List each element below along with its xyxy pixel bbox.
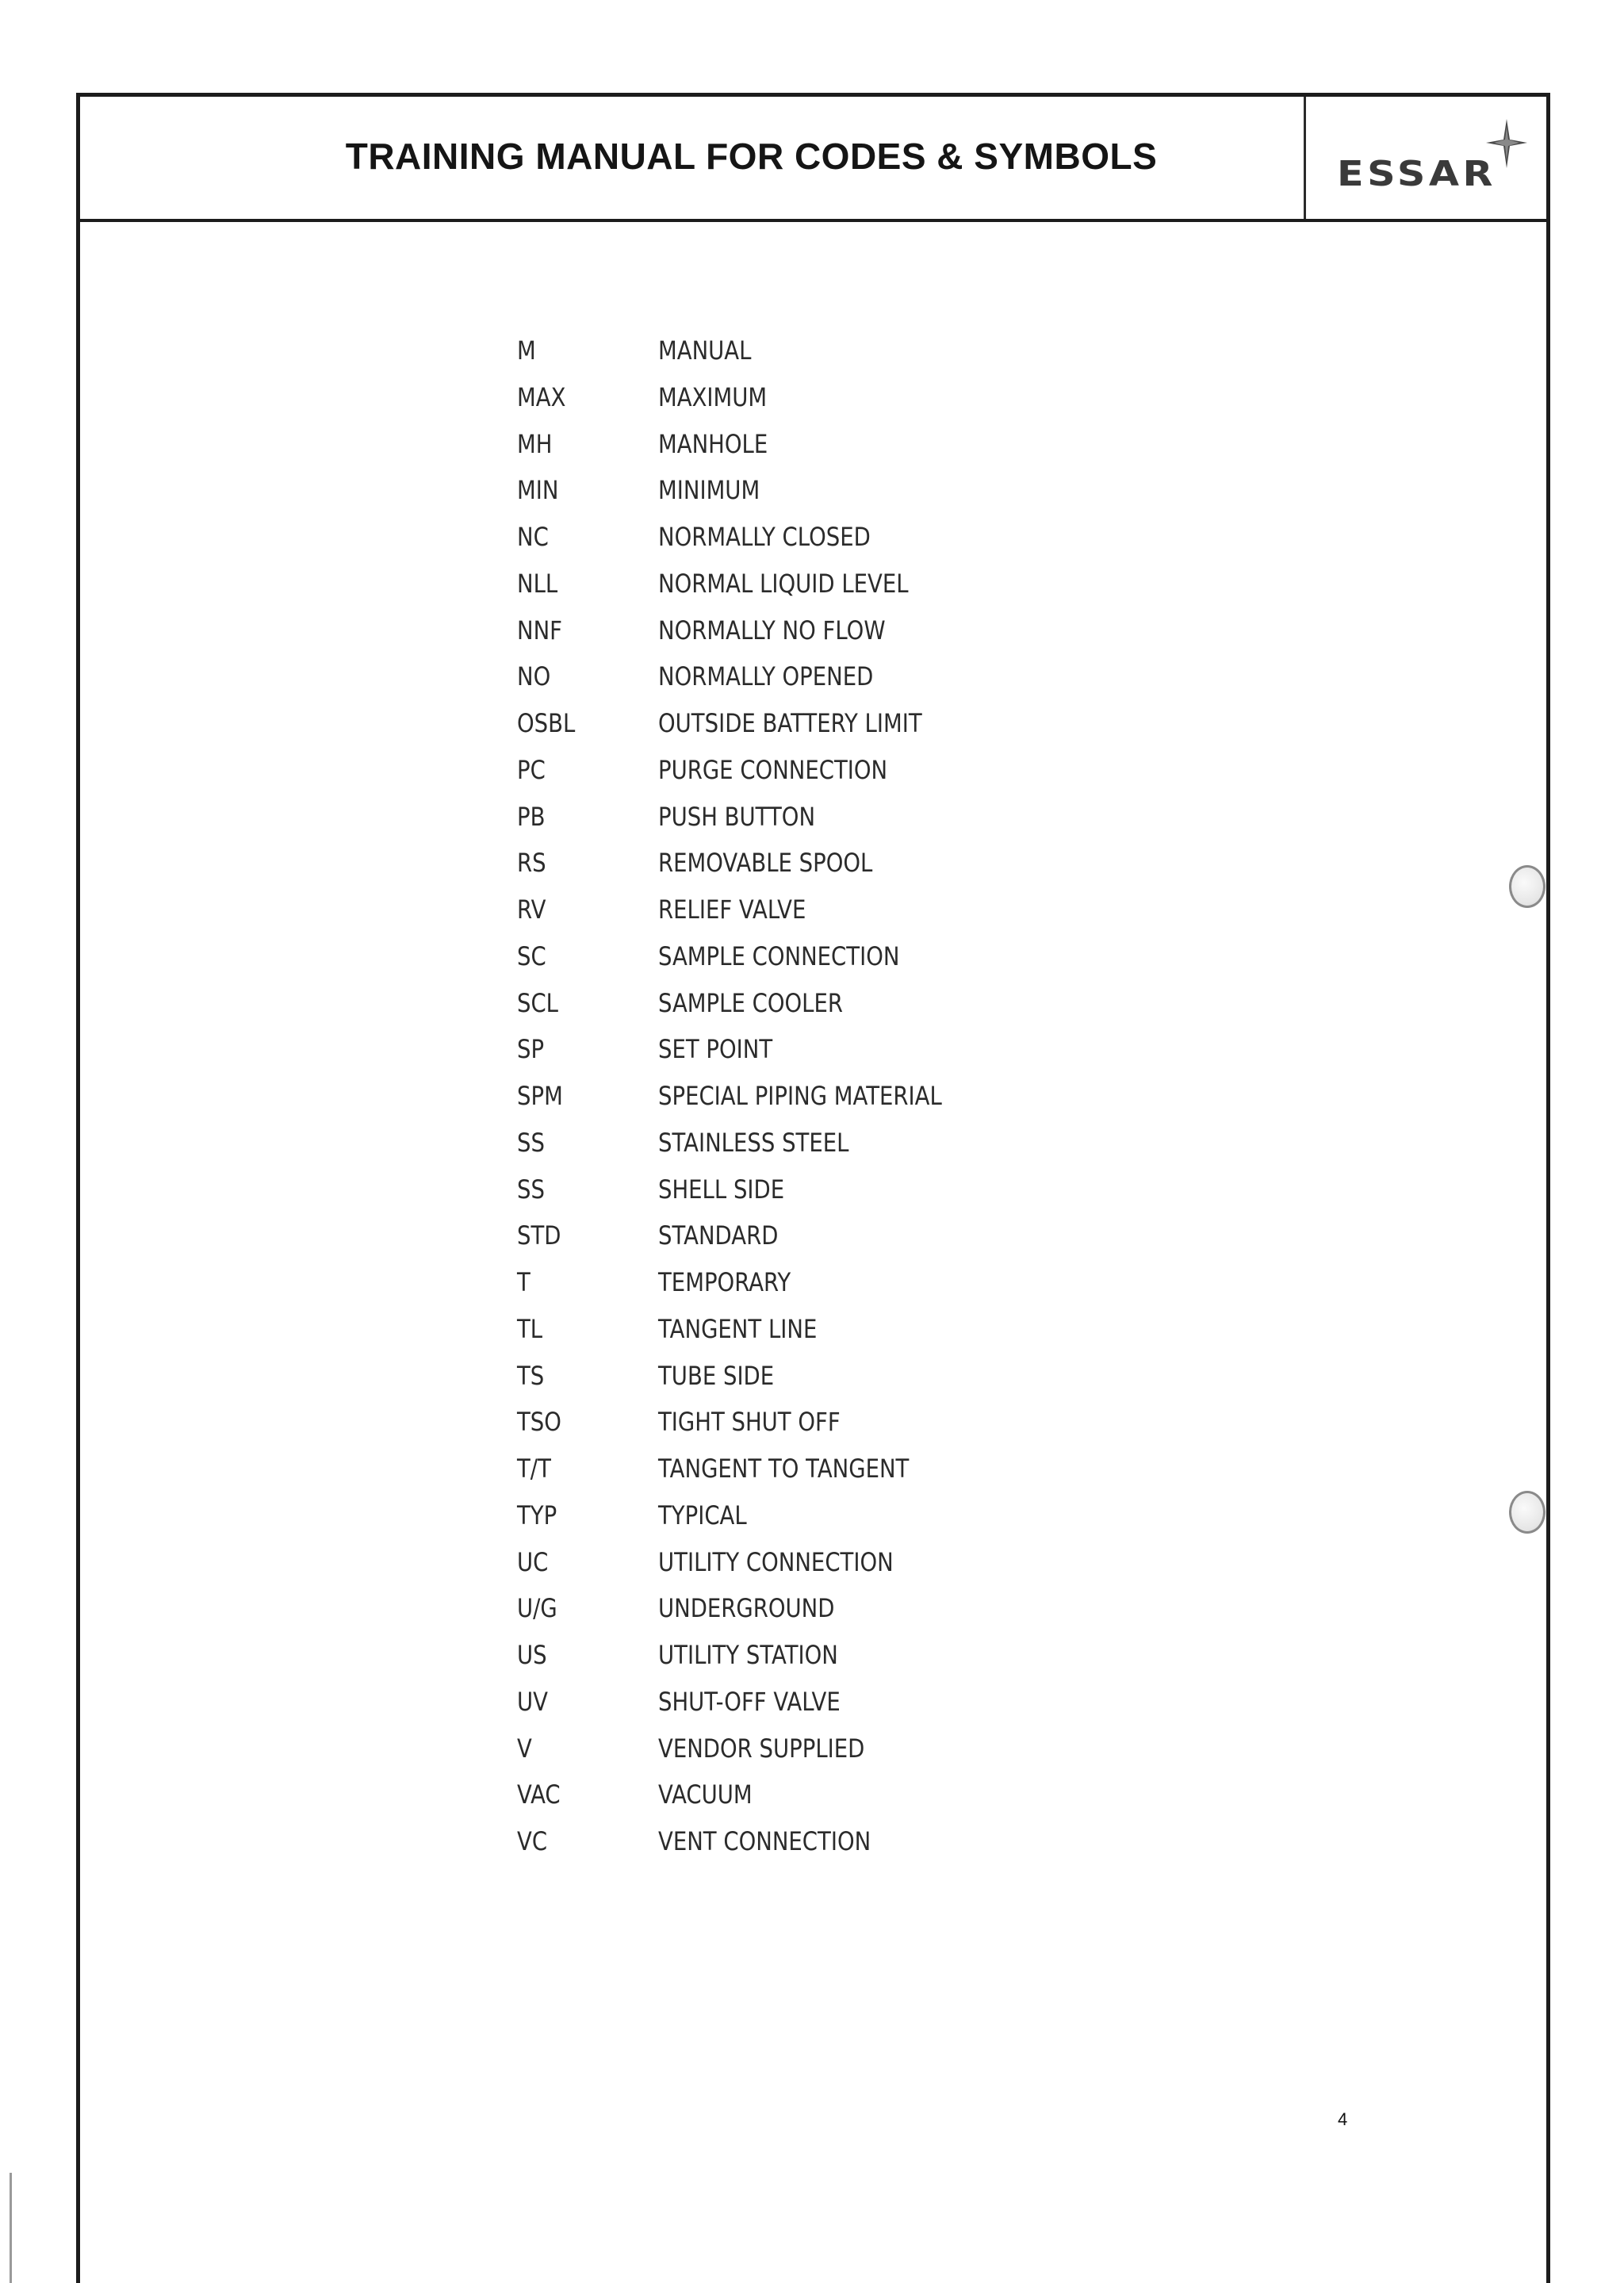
abbreviation-meaning: OUTSIDE BATTERY LIMIT [658,708,922,738]
abbreviation-code: PB [517,801,546,832]
abbreviation-row [0,1081,942,1120]
page-number: 4 [1338,2109,1348,2129]
abbreviation-meaning: TEMPORARY [658,1267,791,1297]
abbreviation-code: NNF [517,615,563,645]
abbreviation-meaning: MANUAL [658,335,752,366]
abbreviation-row [0,1733,865,1773]
abbreviation-row [0,335,793,375]
abbreviation-code: SC [517,940,546,971]
page-header [80,97,1546,222]
abbreviation-code: MAX [517,381,566,412]
abbreviation-row [0,1779,793,1819]
abbreviation-meaning: NORMALLY NO FLOW [658,615,886,645]
abbreviation-row [0,1034,793,1074]
abbreviation-row [0,475,793,515]
abbreviation-code: NC [517,522,549,552]
abbreviation-code: OSBL [517,708,576,738]
abbreviation-meaning: VENT CONNECTION [658,1826,871,1856]
essar-logo [1337,111,1535,206]
abbreviation-code: SS [517,1174,545,1205]
abbreviation-row [0,801,816,841]
abbreviation-code: T [517,1267,530,1297]
abbreviation-row [0,1686,841,1726]
abbreviation-meaning: TIGHT SHUT OFF [658,1407,841,1438]
abbreviation-code: MH [517,428,553,459]
abbreviation-meaning: TYPICAL [658,1500,747,1530]
abbreviation-meaning: MAXIMUM [658,381,768,412]
abbreviation-meaning: SAMPLE COOLER [658,987,843,1018]
abbreviation-row [0,1407,841,1446]
abbreviation-code: PC [517,754,546,785]
abbreviation-row [0,1546,894,1587]
abbreviation-code: SCL [517,987,559,1018]
abbreviation-row [0,848,873,887]
scan-margin-mark [10,2173,12,2283]
abbreviation-meaning: NORMAL LIQUID LEVEL [658,568,909,599]
abbreviation-meaning: UNDERGROUND [658,1593,835,1624]
abbreviation-meaning: RELIEF VALVE [658,894,806,925]
abbreviation-row [0,568,909,608]
abbreviation-row [0,708,922,748]
abbreviation-code: US [517,1640,547,1670]
abbreviation-meaning: STANDARD [658,1220,779,1251]
abbreviation-code: SP [517,1034,545,1065]
abbreviation-meaning: NORMALLY OPENED [658,661,874,692]
abbreviation-row [0,661,874,701]
abbreviation-code: MIN [517,475,559,506]
abbreviation-code: NLL [517,568,558,599]
abbreviation-row [0,1454,910,1493]
abbreviation-code: U/G [517,1593,557,1624]
punch-hole [1509,1491,1545,1534]
abbreviation-code: SS [517,1127,545,1158]
abbreviation-row [0,1313,818,1354]
abbreviation-code: UC [517,1546,549,1577]
abbreviation-row [0,522,871,561]
abbreviation-row [0,1127,849,1167]
abbreviation-row [0,987,843,1028]
abbreviation-row [0,754,888,795]
abbreviation-code: RV [517,894,546,925]
abbreviation-meaning: SHELL SIDE [658,1174,785,1205]
abbreviation-code: TL [517,1313,543,1344]
logo-wordmark: ESSAR [1337,154,1496,194]
abbreviation-code: T/T [517,1454,551,1484]
abbreviation-meaning: TANGENT TO TANGENT [658,1454,910,1484]
abbreviation-meaning: NORMALLY CLOSED [658,522,871,552]
abbreviation-meaning: REMOVABLE SPOOL [658,848,873,879]
document-title: TRAINING MANUAL FOR CODES & SYMBOLS [345,136,1158,177]
abbreviation-meaning: MANHOLE [658,428,768,459]
abbreviation-code: TYP [517,1500,557,1530]
abbreviation-meaning: PUSH BUTTON [658,801,816,832]
abbreviation-meaning: TANGENT LINE [658,1313,818,1344]
abbreviation-row [0,894,806,934]
abbreviation-meaning: MINIMUM [658,475,760,506]
abbreviation-code: V [517,1733,532,1764]
abbreviation-code: TS [517,1360,545,1391]
abbreviation-code: UV [517,1686,548,1717]
punch-hole [1509,865,1545,908]
abbreviation-meaning: STAINLESS STEEL [658,1127,849,1158]
abbreviation-meaning: UTILITY CONNECTION [658,1546,894,1577]
abbreviation-meaning: SHUT-OFF VALVE [658,1686,841,1717]
abbreviation-row [0,1267,793,1307]
abbreviation-row [0,429,793,469]
abbreviation-row [0,940,900,981]
abbreviation-row [0,1174,793,1214]
abbreviation-row [0,382,793,422]
abbreviation-meaning: VENDOR SUPPLIED [658,1733,865,1764]
abbreviation-meaning: SPECIAL PIPING MATERIAL [658,1081,942,1111]
abbreviation-row [0,1361,793,1400]
abbreviation-code: SPM [517,1081,563,1111]
abbreviation-row [0,1640,838,1680]
abbreviation-meaning: UTILITY STATION [658,1640,838,1670]
abbreviation-meaning: VACUUM [658,1779,753,1810]
abbreviation-row [0,1220,793,1260]
abbreviation-meaning: SET POINT [658,1034,773,1065]
abbreviation-meaning: TUBE SIDE [658,1360,775,1391]
abbreviation-meaning: SAMPLE CONNECTION [658,940,900,971]
abbreviation-code: RS [517,848,546,879]
abbreviation-meaning: PURGE CONNECTION [658,754,888,785]
logo-star-icon [1480,116,1530,171]
abbreviation-row [0,1826,871,1866]
abbreviation-code: M [517,335,536,366]
abbreviation-code: TSO [517,1407,561,1438]
abbreviation-row [0,1500,793,1540]
abbreviation-row [0,615,886,655]
abbreviation-code: VC [517,1826,548,1856]
header-divider [1304,97,1306,219]
abbreviation-code: STD [517,1220,561,1251]
abbreviation-code: VAC [517,1779,561,1810]
abbreviation-code: NO [517,661,551,692]
abbreviation-row [0,1593,835,1633]
